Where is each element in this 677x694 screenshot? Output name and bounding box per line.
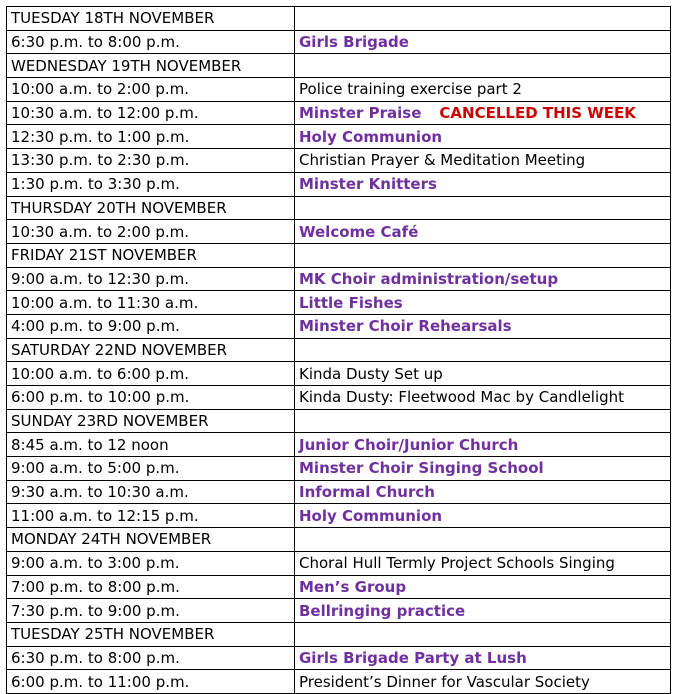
event-name: Informal Church [299,483,435,502]
event-row [7,291,671,315]
event-name: Men’s Group [299,577,407,596]
event-cell [295,267,671,291]
event-cell [295,149,671,173]
event-row [7,30,671,54]
event-cell [295,101,671,125]
event-cell [295,670,671,694]
event-time: 6:00 p.m. to 11:00 p.m. [7,670,295,694]
empty-cell [295,528,671,552]
schedule-body [7,7,671,694]
event-row [7,78,671,102]
event-name: MK Choir administration/setup [299,269,559,288]
event-time: 8:45 a.m. to 12 noon [7,433,295,457]
event-row [7,504,671,528]
event-name: Choral Hull Termly Project Schools Singing [299,554,615,573]
event-cell [295,599,671,623]
event-name: Kinda Dusty Set up [299,364,443,383]
event-name: Girls Brigade Party at Lush [299,648,527,667]
event-name: Junior Choir/Junior Church [299,435,519,454]
event-name: Welcome Café [299,222,419,241]
event-time: 9:00 a.m. to 3:00 p.m. [7,551,295,575]
event-cell [295,314,671,338]
day-heading: TUESDAY 25TH NOVEMBER [7,622,295,646]
event-cell [295,386,671,410]
empty-cell [295,409,671,433]
empty-cell [295,54,671,78]
event-cell [295,480,671,504]
event-cell [295,646,671,670]
empty-cell [295,622,671,646]
event-name: Minster Choir Singing School [299,459,544,478]
event-time: 4:00 p.m. to 9:00 p.m. [7,314,295,338]
event-row [7,386,671,410]
day-heading: THURSDAY 20TH NOVEMBER [7,196,295,220]
day-heading: TUESDAY 18TH NOVEMBER [7,7,295,31]
event-name: Minster Knitters [299,175,437,194]
event-cell [295,433,671,457]
event-time: 11:00 a.m. to 12:15 p.m. [7,504,295,528]
event-name: Police training exercise part 2 [299,80,522,99]
event-row [7,101,671,125]
event-row [7,670,671,694]
day-header-row [7,7,671,31]
event-row [7,433,671,457]
event-row [7,551,671,575]
event-name: Girls Brigade [299,33,409,52]
day-heading: SATURDAY 22ND NOVEMBER [7,338,295,362]
event-name: Kinda Dusty: Fleetwood Mac by Candlelight [299,388,625,407]
event-time: 10:00 a.m. to 2:00 p.m. [7,78,295,102]
event-row [7,172,671,196]
event-time: 9:30 a.m. to 10:30 a.m. [7,480,295,504]
empty-cell [295,7,671,31]
empty-cell [295,243,671,267]
event-row [7,480,671,504]
day-header-row [7,338,671,362]
day-header-row [7,54,671,78]
event-cell [295,30,671,54]
event-cell [295,172,671,196]
day-heading: FRIDAY 21ST NOVEMBER [7,243,295,267]
event-row [7,314,671,338]
event-cell [295,575,671,599]
cancellation-note: CANCELLED THIS WEEK [439,104,636,123]
event-row [7,149,671,173]
day-header-row [7,409,671,433]
event-row [7,646,671,670]
event-time: 13:30 p.m. to 2:30 p.m. [7,149,295,173]
event-row [7,362,671,386]
event-time: 10:30 a.m. to 2:00 p.m. [7,220,295,244]
empty-cell [295,338,671,362]
event-row [7,125,671,149]
event-row [7,575,671,599]
event-cell [295,504,671,528]
event-time: 10:00 a.m. to 11:30 a.m. [7,291,295,315]
event-time: 6:30 p.m. to 8:00 p.m. [7,30,295,54]
event-time: 10:30 a.m. to 12:00 p.m. [7,101,295,125]
event-cell [295,457,671,481]
event-name: Holy Communion [299,506,443,525]
event-cell [295,551,671,575]
empty-cell [295,196,671,220]
event-time: 7:00 p.m. to 8:00 p.m. [7,575,295,599]
event-row [7,220,671,244]
event-cell [295,220,671,244]
event-time: 6:00 p.m. to 10:00 p.m. [7,386,295,410]
day-header-row [7,528,671,552]
event-name: Christian Prayer & Meditation Meeting [299,151,586,170]
schedule-table [6,6,671,694]
day-header-row [7,622,671,646]
day-header-row [7,243,671,267]
event-time: 1:30 p.m. to 3:30 p.m. [7,172,295,196]
day-header-row [7,196,671,220]
event-row [7,267,671,291]
event-time: 9:00 a.m. to 12:30 p.m. [7,267,295,291]
event-cell [295,125,671,149]
event-time: 7:30 p.m. to 9:00 p.m. [7,599,295,623]
event-time: 6:30 p.m. to 8:00 p.m. [7,646,295,670]
event-name: Holy Communion [299,127,443,146]
event-name: Minster Choir Rehearsals [299,317,512,336]
day-heading: WEDNESDAY 19TH NOVEMBER [7,54,295,78]
event-time: 10:00 a.m. to 6:00 p.m. [7,362,295,386]
event-cell [295,362,671,386]
day-heading: SUNDAY 23RD NOVEMBER [7,409,295,433]
event-row [7,599,671,623]
event-row [7,457,671,481]
event-cell [295,291,671,315]
event-time: 12:30 p.m. to 1:00 p.m. [7,125,295,149]
event-time: 9:00 a.m. to 5:00 p.m. [7,457,295,481]
event-cell [295,78,671,102]
day-heading: MONDAY 24TH NOVEMBER [7,528,295,552]
event-name: Bellringing practice [299,601,466,620]
event-name: President’s Dinner for Vascular Society [299,672,590,691]
event-name: Minster Praise [299,104,422,123]
event-name: Little Fishes [299,293,403,312]
